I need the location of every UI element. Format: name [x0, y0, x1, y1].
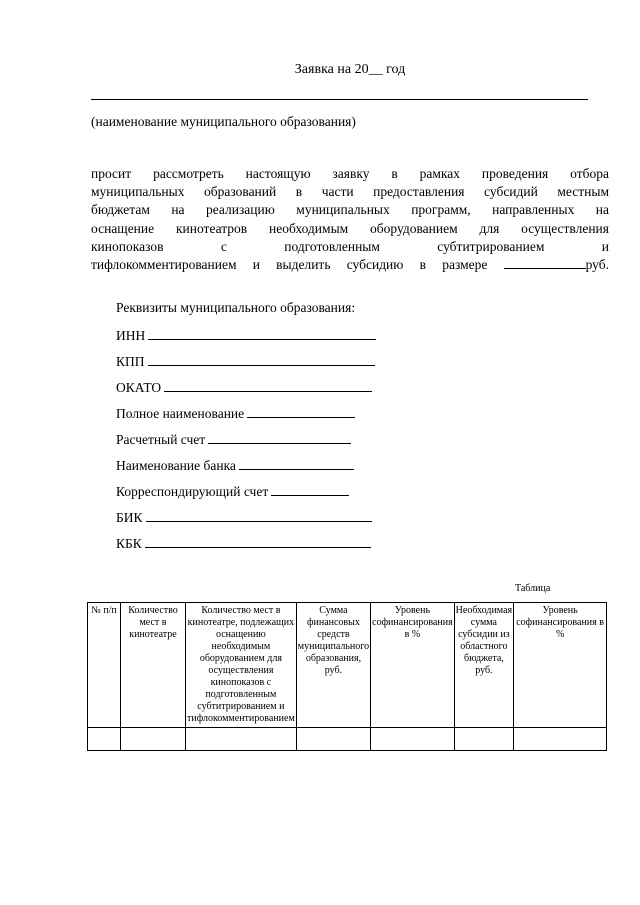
table-caption: Таблица: [515, 583, 551, 594]
data-cell: [454, 728, 513, 751]
data-cell: [186, 728, 297, 751]
subsidy-table: [87, 602, 607, 751]
field-account: Расчетный счет: [116, 432, 351, 448]
field-okato: ОКАТО: [116, 380, 372, 396]
municipality-name-label: (наименование муниципального образования): [91, 114, 356, 129]
paragraph-line: бюджетам на реализацию муниципальных программ, направленных на: [91, 202, 609, 218]
paragraph-line: кинопоказов с подготовленным субтитрированием и: [91, 238, 609, 254]
header-cell: Количество мест в кинотеатре: [121, 603, 186, 728]
request-paragraph: [91, 165, 609, 274]
field-kpp: КПП: [116, 354, 375, 370]
subsidy-amount-blank: [504, 258, 586, 269]
municipality-name-line: [91, 99, 588, 100]
header-cell: № п/п: [88, 603, 121, 728]
table-row: [88, 728, 607, 751]
paragraph-line: оснащение кинотеатров необходимым оборудованием для осуществления: [91, 220, 609, 236]
data-cell: [514, 728, 607, 751]
field-bik: БИК: [116, 510, 372, 526]
header-cell: Уровень софинансирования в %: [514, 603, 607, 728]
currency-label: руб.: [585, 257, 609, 273]
data-cell: [296, 728, 370, 751]
field-full-name: Полное наименование: [116, 406, 355, 422]
paragraph-line: муниципальных образований в части предоставления субсидий местным: [91, 184, 609, 200]
page-title: Заявка на 20__ год: [294, 62, 406, 77]
field-corr-account: Корреспондирующий счет: [116, 484, 349, 500]
field-inn: ИНН: [116, 328, 376, 344]
header-cell: Сумма финансовых средств муниципального образования, руб.: [296, 603, 370, 728]
table-header-row: [88, 603, 607, 728]
field-bank-name: Наименование банка: [116, 458, 354, 474]
data-cell: [371, 728, 455, 751]
data-cell: [88, 728, 121, 751]
requisites-heading: Реквизиты муниципального образования:: [116, 300, 356, 315]
header-cell: Количество мест в кинотеатре, подлежащих оснащению необходимым оборудованием для осуществления кинопоказов с подготовленным субтитрированием и тифлокомментированием: [186, 603, 297, 728]
paragraph-last-text: тифлокомментированием и выделить субсидию в размере: [91, 257, 488, 273]
field-kbk: КБК: [116, 536, 371, 552]
paragraph-line: просит рассмотреть настоящую заявку в рамках проведения отбора: [91, 166, 609, 181]
data-cell: [121, 728, 186, 751]
header-cell: Уровень софинансирования в %: [371, 603, 455, 728]
header-cell: Необходимая сумма субсидии из областного бюджета, руб.: [454, 603, 513, 728]
paragraph-last-line: [91, 256, 609, 274]
